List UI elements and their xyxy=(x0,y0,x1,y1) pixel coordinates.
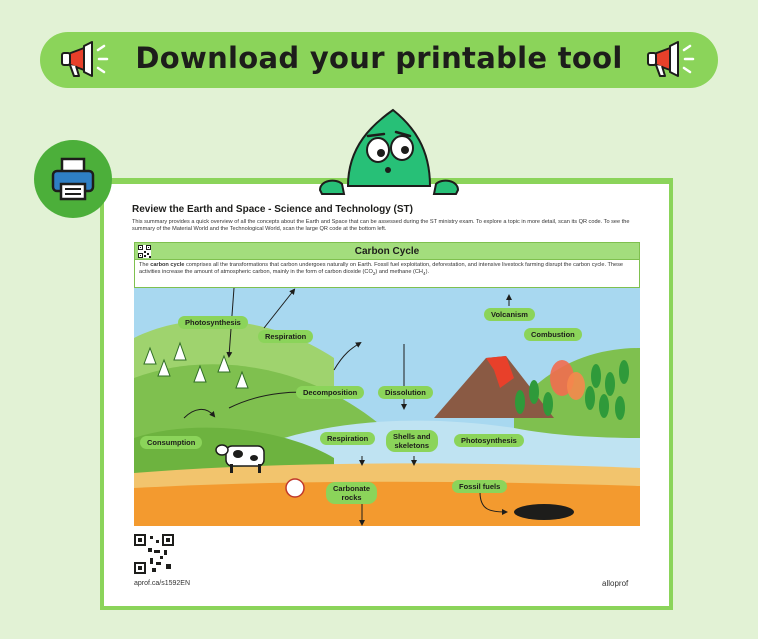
download-banner[interactable] xyxy=(40,32,718,88)
carbon-cycle-header xyxy=(134,242,640,260)
label-shells-skeletons xyxy=(386,430,438,452)
desc-text: ). xyxy=(425,269,429,275)
document-title: Review the Earth and Space - Science and Technology (ST) xyxy=(132,204,413,215)
carbon-cycle-illustration xyxy=(134,288,640,526)
document-intro: This summary provides a quick overview of all the concepts about the Earth and Space that can be assessed during the ST ministry exam. To explore a topic in more detail, scan its QR code. To see the summary of the Material World and the Technological World, scan the large QR code at the bottom left. xyxy=(132,219,630,232)
large-qr-code-icon[interactable] xyxy=(134,534,174,574)
label-line: skeletons xyxy=(394,441,430,450)
banner-title: Download your printable tool xyxy=(135,41,623,75)
label-line: rocks xyxy=(341,493,362,502)
carbon-cycle-title: Carbon Cycle xyxy=(354,246,420,257)
label-combustion: Combustion xyxy=(524,328,582,341)
desc-subscript: 4 xyxy=(422,271,426,277)
mascot-icon xyxy=(318,106,460,196)
label-respiration-land: Respiration xyxy=(258,330,313,343)
brand-logo: alloprof xyxy=(602,579,629,588)
label-carbonate-rocks xyxy=(326,482,377,504)
desc-text: comprises all the transformations that carbon undergoes naturally on Earth. Fossil fuel exploitation, deforestation, and intensive livestock farming disrupt the carbon cycle. These activities increase the amount of atmospheric carbon, mainly in the form of carbon dioxide (CO xyxy=(139,262,624,275)
label-fossil-fuels: Fossil fuels xyxy=(452,480,507,493)
label-photosynthesis-land: Photosynthesis xyxy=(178,316,248,329)
megaphone-icon xyxy=(644,38,700,82)
label-consumption: Consumption xyxy=(140,436,202,449)
document-url[interactable]: aprof.ca/s1592EN xyxy=(134,580,191,587)
desc-term: carbon cycle xyxy=(150,262,185,268)
label-line: Shells and xyxy=(393,432,431,441)
printer-badge[interactable] xyxy=(34,140,112,218)
carbon-cycle-description xyxy=(134,260,640,288)
label-respiration-water: Respiration xyxy=(320,432,375,445)
label-line: Carbonate xyxy=(333,484,371,493)
label-decomposition: Decomposition xyxy=(296,386,364,399)
label-volcanism: Volcanism xyxy=(484,308,535,321)
desc-text: The xyxy=(139,262,151,268)
label-dissolution: Dissolution xyxy=(378,386,433,399)
desc-subscript: 2 xyxy=(372,271,376,277)
label-photosynthesis-water: Photosynthesis xyxy=(454,434,524,447)
printer-icon xyxy=(50,156,96,202)
desc-text: ) and methane (CH xyxy=(375,269,423,275)
